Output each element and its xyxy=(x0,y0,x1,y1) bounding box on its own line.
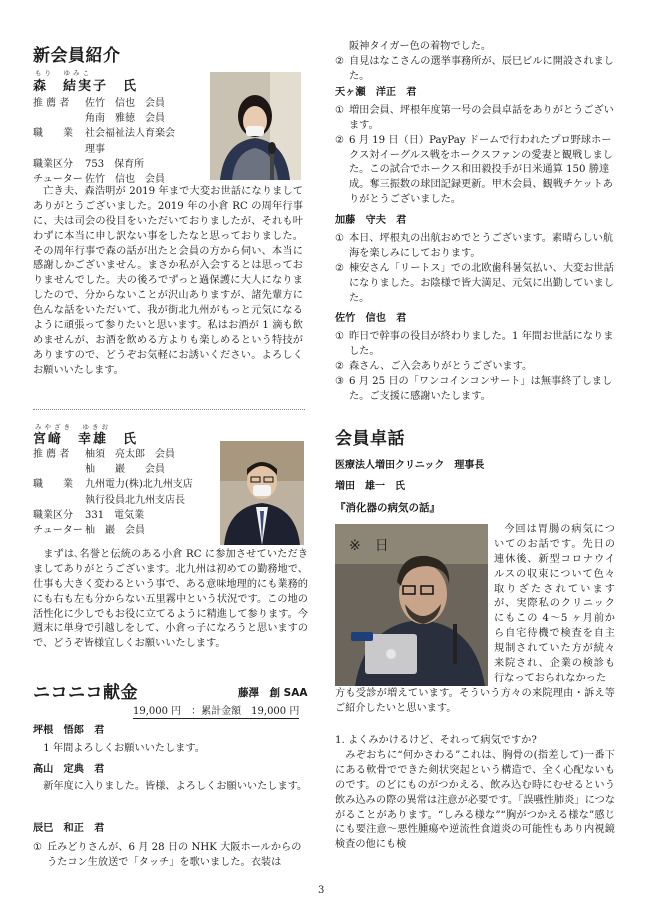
info-row xyxy=(33,96,213,111)
member1-greeting: 亡き夫、森浩明が 2019 年まで大変お世話になりましてありがとうございました。2019 年の小倉 RC の周年行事に、夫は司会の役目をいただいておりましたが、それも叶わずに本当に申し訳ない事をしたなと思っておりました。その周年行事で森の話が出たと会員の方から伺い、本当に感謝しかございません。まさか私が入会するとは思っておりませんでした。夫の後ろでずっと過保護に大人になりましたので、分からないことが沢山ありますが、諸先輩方に色んな話をいただいて、我が街北九州がもっと元気になるように頑張って参りたいと思います。私はお酒が 1 滴も飲めませんが、お酒を飲める方よりも楽しめるという特技がありますので、どうぞお気軽にお誘いください。よろしくお願いいたします。 xyxy=(33,186,303,376)
info-value: 九州電力(株)北九州支店 xyxy=(85,479,193,491)
divider xyxy=(33,409,305,410)
info-key: 職 業 xyxy=(33,479,73,491)
info-key xyxy=(33,111,85,126)
item-text: 棟安さん「リートス」での北欧歯科暑気払い、大変お世話になりました。お陰様で皆大満足、元気に出勤していました。 xyxy=(349,262,614,304)
member1-ruby: もり ゆみこ xyxy=(35,69,92,77)
info-key xyxy=(33,142,85,157)
niko-entry-text: 新年度に入りました。皆様、よろしくお願いいたします。 xyxy=(43,781,308,792)
niko-continued xyxy=(335,40,615,85)
member2-info-table xyxy=(33,447,218,538)
member1-name: 森 結実子 氏 xyxy=(33,79,139,94)
niko-entry-text: 丘みどりさんが、6 月 28 日の NHK 大阪ホールからのうたコン生放送で「タッチ」を歌いました。衣装は xyxy=(47,842,302,868)
info-key: 職業区分 xyxy=(33,509,73,521)
info-row xyxy=(33,126,213,141)
svg-text:※ 日: ※ 日 xyxy=(349,538,389,554)
info-value: 理事 xyxy=(85,143,105,155)
info-value: 佐竹 信也 会員 xyxy=(85,98,165,109)
info-value: 331 電気業 xyxy=(85,509,145,521)
section1-title: 1. よくみかけるけど、それって病気ですか? xyxy=(335,735,537,746)
numbered-item xyxy=(335,330,615,360)
info-key: 職業区分 xyxy=(33,158,73,170)
info-key: 推 薦 者 xyxy=(33,449,70,460)
niko-entry-name: 辰巳 和正 君 xyxy=(33,823,105,834)
item-text: 森さん、ご入会ありがとうございます。 xyxy=(349,361,533,373)
item-text: 阪神タイガー色の着物でした。 xyxy=(349,41,492,52)
niko-right-entries xyxy=(335,86,615,405)
niko-saa: 藤澤 創 SAA xyxy=(238,687,308,699)
info-row xyxy=(33,142,213,157)
numbered-item xyxy=(335,262,615,307)
niko-entry-text: 1 年間よろしくお願いいたします。 xyxy=(43,743,205,754)
takuwa-org: 医療法人増田クリニック 理事長 xyxy=(335,460,485,471)
takuwa-title: 『消化器の病気の話』 xyxy=(335,502,440,514)
numbered-item xyxy=(335,375,615,405)
takuwa-speaker: 増田 雄一 氏 xyxy=(335,481,405,492)
member1-info-table xyxy=(33,96,213,187)
info-value: 柚須 亮太郎 会員 xyxy=(85,449,175,460)
new-members-heading: 新会員紹介 xyxy=(33,46,121,66)
numbered-item xyxy=(335,232,615,262)
item-text: 6 月 19 日（日）PayPay ドームで行われたプロ野球ホークス対イーグルス戦をホークスファンの愛妻と観戦しました。この試合でホークス和田毅投手が日米通算 150 勝達成。奪三振数の球団記録更新。甲木会員、観戦チケットありがとうございました。 xyxy=(349,134,613,206)
info-key xyxy=(33,462,85,477)
member2-greeting: まずは､名誉と伝統のある小倉 RC に参加させていただきましてありがとうございます。北九州は初めての勤務地で、仕事も大きく変わるという事で、ある意味地理的にも業務的にも右も左も分からない五里霧中という状況です。この地の活性化に少しでもお役に立てるように精進して参ります。今週末に単身で引越しをして、小倉っ子になろうと思いますので、どうぞ皆様宜しくお願いいたします。 xyxy=(33,549,308,650)
takuwa-intro-full: 方も受診が増えています。そういう方々の来院理由・訴え等ご紹介したいと思います。 xyxy=(335,688,615,714)
info-row xyxy=(33,508,218,523)
niko-entry-name: 佐竹 信也 君 xyxy=(335,313,407,325)
numbered-item xyxy=(335,134,615,208)
item-number: ② xyxy=(335,134,345,146)
numbered-item xyxy=(335,360,615,375)
niko-amount: 19,000 円 ：累計金額 19,000 円 xyxy=(133,706,300,717)
info-value: 佐竹 信也 会員 xyxy=(85,173,165,185)
info-value: 杣 巖 会員 xyxy=(85,464,165,476)
info-row xyxy=(33,462,218,477)
numbered-item xyxy=(335,104,615,134)
niko-entry-name: 坪根 悟郎 君 xyxy=(33,725,105,736)
page-number: 3 xyxy=(318,885,325,896)
info-row xyxy=(33,477,218,492)
item-text: 本日、坪根丸の出航おめでとうございます。素晴らしい航海を楽しみにしております。 xyxy=(349,233,614,259)
item-number: ① xyxy=(335,331,345,343)
numbered-item xyxy=(335,55,615,85)
item-text: 昨日で幹事の役目が終わりました。1 年間お世話になりました。 xyxy=(349,331,614,358)
item-number: ① xyxy=(335,233,345,245)
member2-name: 宮﨑 幸雄 氏 xyxy=(33,432,139,447)
takuwa-intro-wrapped: 今回は胃腸の病気についてのお話です。先日の連休後、新型コロナウイルスの収束について色々取りざたされていますが、実際私のクリニックにもこの 4〜5 ヶ月前から自宅待機で検査を自主規制されていた方が続々来院され、企業の検診も行なっておられなかった xyxy=(494,524,615,684)
info-key: 推 薦 者 xyxy=(33,98,70,109)
info-row xyxy=(33,523,218,538)
item-number: ③ xyxy=(335,376,345,388)
item-number: ② xyxy=(335,55,345,67)
info-value: 執行役員北九州支店長 xyxy=(85,494,185,506)
info-row xyxy=(33,157,213,172)
section1-body: みぞおちに“何かさわる”これは、胸骨の(指差して)一番下にある軟骨でできた剣状突起という構造で、全く心配ないものです。のどにものがつかえる、飲み込む時にむせるという飲み込みの際の異常は注意が必要です。「誤嚥性肺炎」につながることがあります。“しみる様な”“胸がつかえる様な”感じにも要注意〜悪性腫瘍や逆流性食道炎の可能性もあり内視鏡検査の他にも検 xyxy=(335,750,615,851)
info-value: 杣 巖 会員 xyxy=(85,524,145,536)
niko-entry-item: ① 丘みどりさんが、6 月 28 日の NHK 大阪ホールからのうたコン生放送で「タッチ」を歌いました。衣装は xyxy=(33,841,308,871)
item-number: ① xyxy=(335,104,345,116)
item-number: ② xyxy=(335,361,345,373)
item-text: 6 月 25 日の「ワンコインコンサート」は無事終了しました。ご支援に感謝いたします。 xyxy=(349,376,613,402)
info-key: チューター xyxy=(33,173,83,185)
item-text: 増田会員、坪根年度第一号の会員卓話をありがとうございます。 xyxy=(349,104,614,131)
member1-photo xyxy=(210,72,301,180)
item-number: ② xyxy=(335,262,345,274)
niko-heading: ニコニコ献金 xyxy=(33,683,138,703)
niko-entry-name: 高山 定典 君 xyxy=(33,764,105,775)
speaker-photo xyxy=(335,524,488,686)
item-number xyxy=(335,40,349,55)
takuwa-heading: 会員卓話 xyxy=(335,429,405,449)
item-text: 自見はなこさんの選挙事務所が、辰巳ビルに開設されました。 xyxy=(349,55,614,82)
member2-photo xyxy=(220,441,304,545)
info-row xyxy=(33,447,218,462)
niko-entry-name: 加藤 守夫 君 xyxy=(335,215,407,227)
member2-ruby: みやざき ゆきお xyxy=(35,423,111,431)
numbered-item xyxy=(335,40,615,55)
info-key: チューター xyxy=(33,524,83,536)
info-row xyxy=(33,111,213,126)
info-value: 753 保育所 xyxy=(85,158,145,170)
info-key: 職 業 xyxy=(33,128,73,140)
info-value: 角南 雅徳 会員 xyxy=(85,113,165,125)
info-key xyxy=(33,493,85,508)
niko-entry-name: 天ヶ瀬 洋正 君 xyxy=(335,87,417,98)
info-row xyxy=(33,493,218,508)
info-value: 社会福祉法人育楽会 xyxy=(85,128,175,140)
